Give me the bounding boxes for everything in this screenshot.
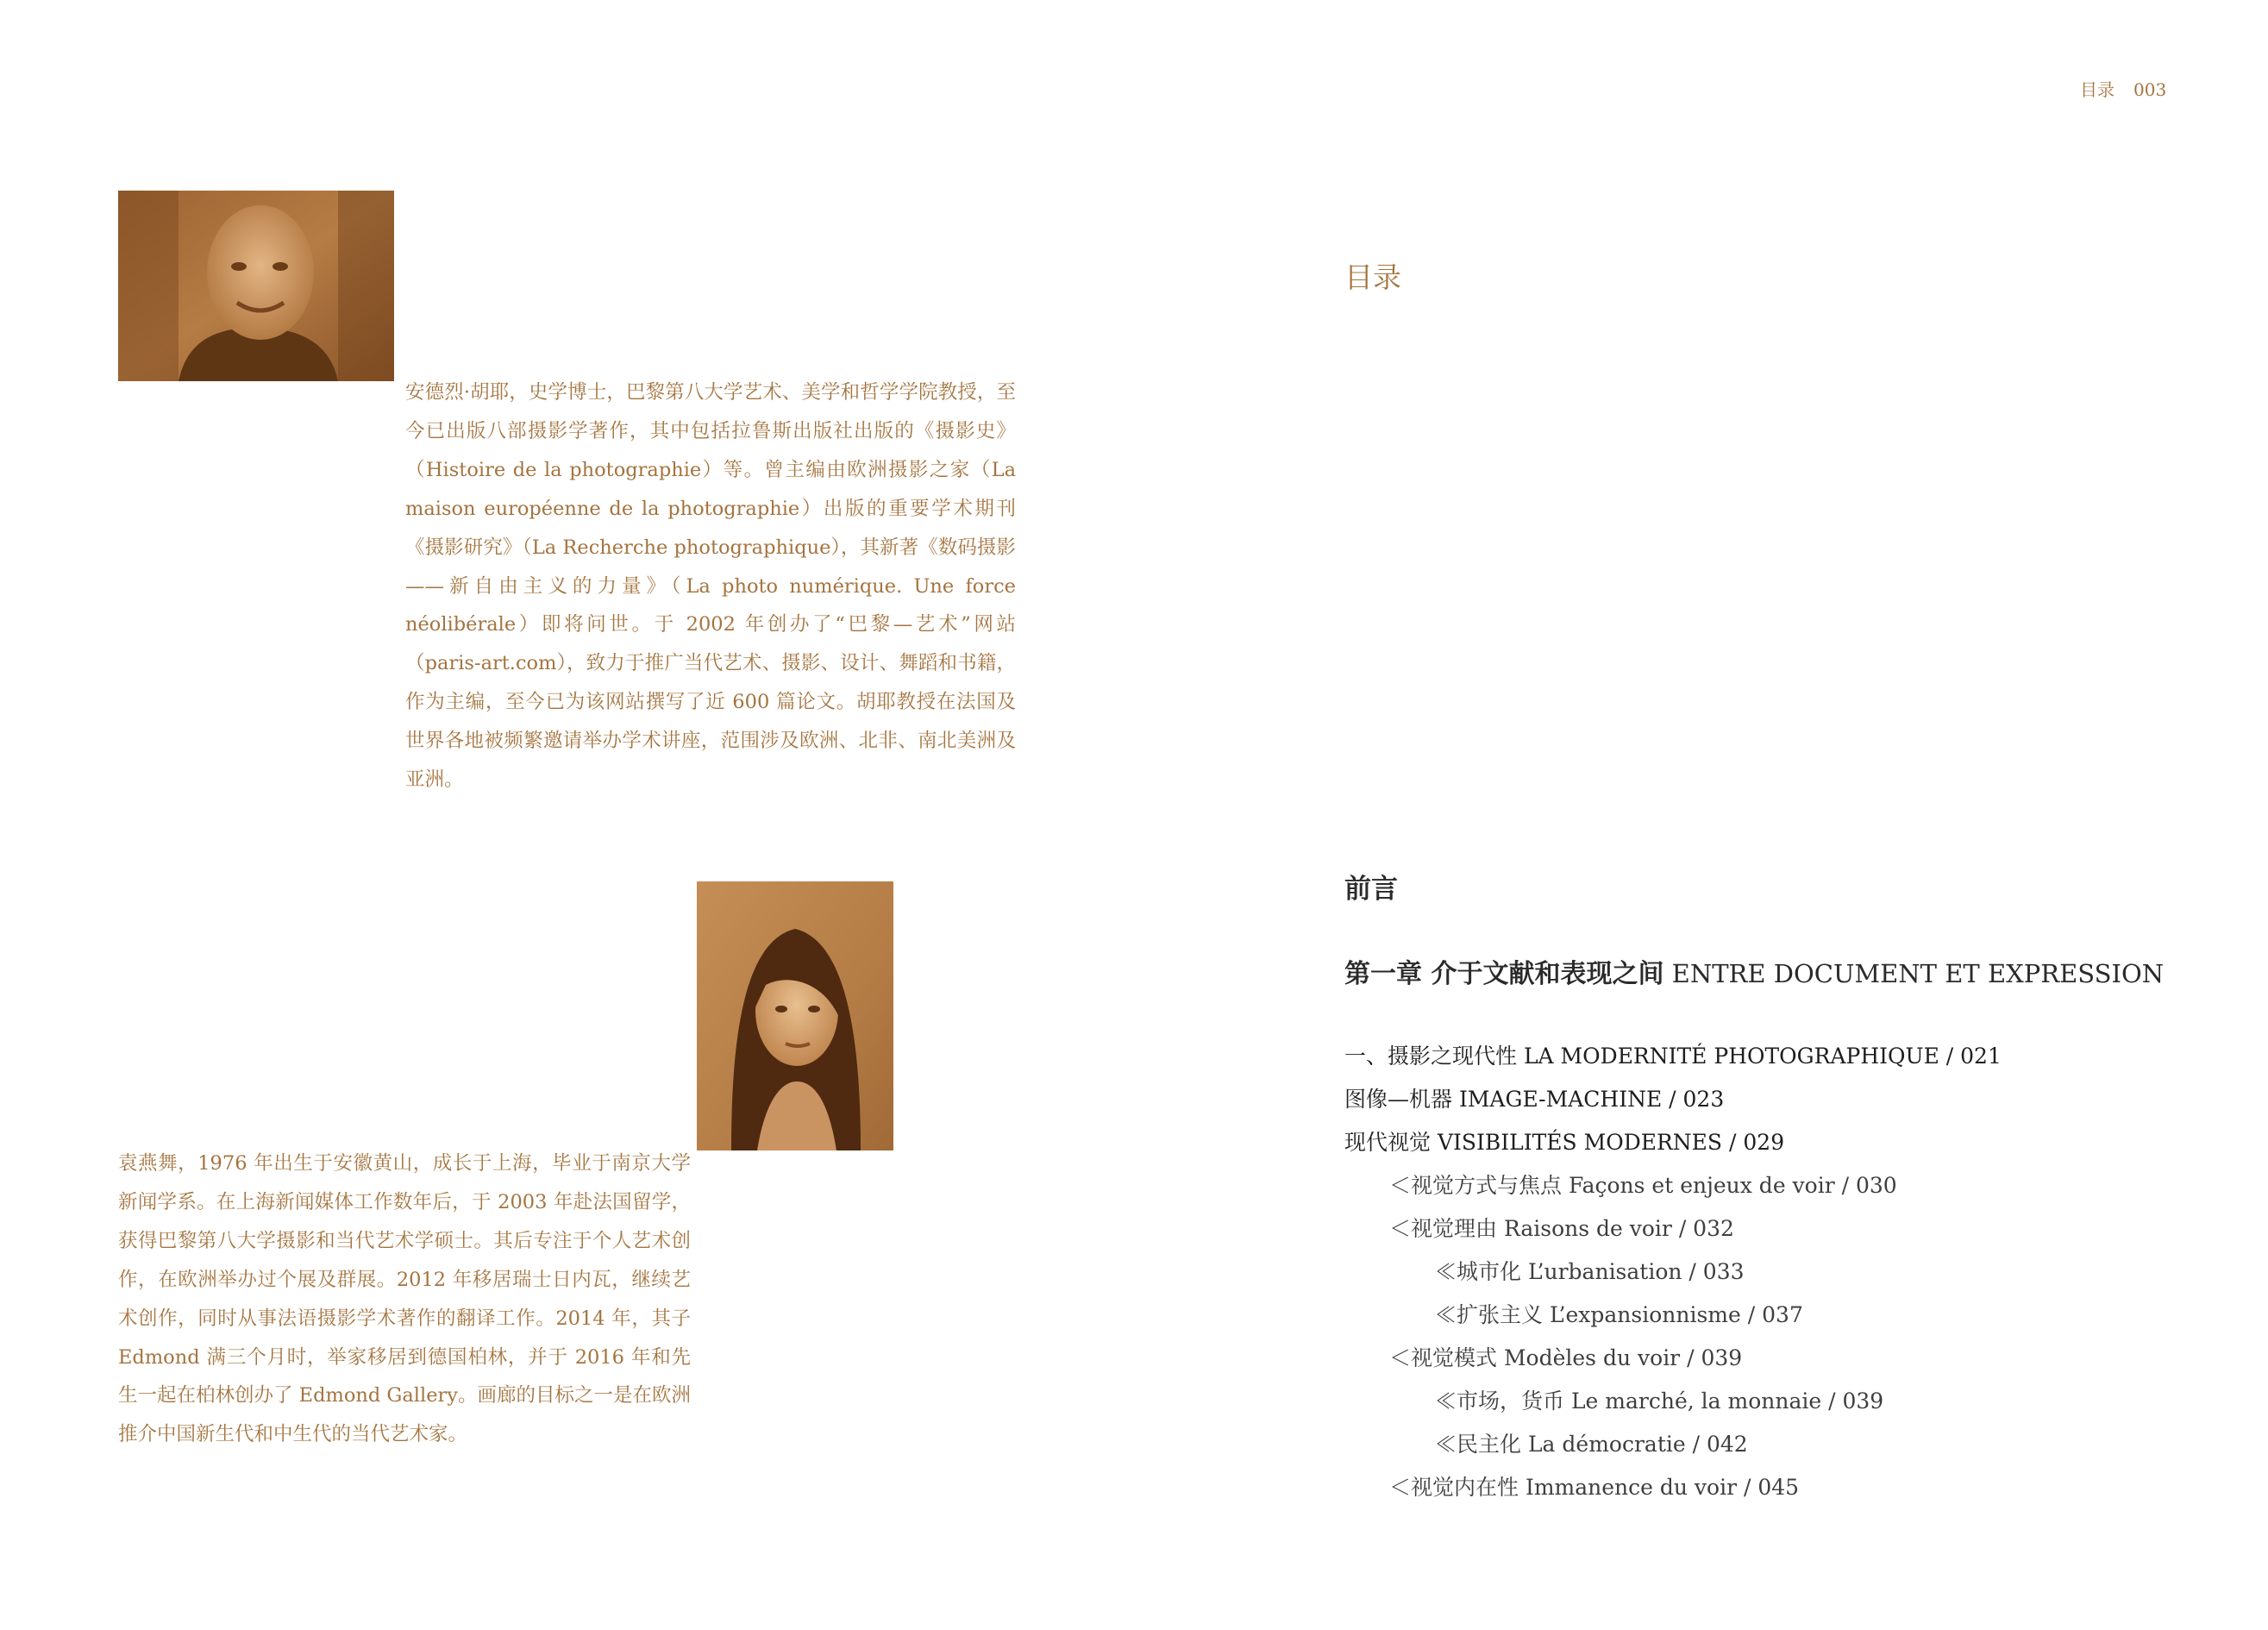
toc-entry: 现代视觉 VISIBILITÉS MODERNES / 029 [1344, 1130, 1785, 1155]
toc-entry: ≪民主化 La démocratie / 042 [1435, 1432, 1748, 1457]
toc-entry: ＜视觉理由 Raisons de voir / 032 [1389, 1216, 1734, 1241]
toc-entry: ≪市场，货币 Le marché, la monnaie / 039 [1435, 1389, 1884, 1414]
page-number: 003 [2133, 79, 2167, 100]
toc-entry: ＜视觉内在性 Immanence du voir / 045 [1389, 1475, 1800, 1500]
toc-chapter-heading [1344, 952, 2164, 990]
toc-entry: ＜视觉模式 Modèles du voir / 039 [1389, 1345, 1743, 1370]
author-2-bio: 袁燕舞，1976 年出生于安徽黄山，成长于上海，毕业于南京大学新闻学系。在上海新闻媒体工作数年后，于 2003 年赴法国留学，获得巴黎第八大学摄影和当代艺术学硕士。其后专注于个人艺术创作，在欧洲举办过个展及群展。2012 年移居瑞士日内瓦，继续艺术创作，同时从事法语摄影学术著作的翻译工作。2014 年，其子 Edmond 满三个月时，举家移居到德国柏林，并于 2016 年和先生一起在柏林创办了 Edmond Gallery。画廊的目标之一是在欧洲推介中国新生代和中生代的当代艺术家。 [118, 1152, 691, 1446]
running-head-section: 目录 [2080, 79, 2115, 100]
portrait-woman-icon [697, 881, 893, 1150]
running-head [2080, 76, 2166, 101]
toc-entry: 一、摄影之现代性 LA MODERNITÉ PHOTOGRAPHIQUE / 021 [1344, 1044, 2002, 1069]
portrait-man-icon [118, 191, 394, 381]
toc-list [1344, 1035, 2002, 1509]
toc-heading: 目录 [1344, 260, 1401, 294]
toc-entry: ＜视觉方式与焦点 Façons et enjeux de voir / 030 [1389, 1173, 1897, 1198]
toc-entry: 图像—机器 IMAGE-MACHINE / 023 [1344, 1087, 1725, 1112]
chapter-title-fr: ENTRE DOCUMENT ET EXPRESSION [1671, 959, 2165, 988]
author-1-bio: 安德烈·胡耶，史学博士，巴黎第八大学艺术、美学和哲学学院教授，至今已出版八部摄影学著作，其中包括拉鲁斯出版社出版的《摄影史》（Histoire de la photographie）等。曾主编由欧洲摄影之家（La maison européenne de la photographie）出版的重要学术期刊《摄影研究》（La Recherche photographique），其新著《数码摄影——新自由主义的力量》（La photo numérique. Une force néolibérale）即将问世。于 2002 年创办了“巴黎—艺术”网站（paris-art.com），致力于推广当代艺术、摄影、设计、舞蹈和书籍，作为主编，至今已为该网站撰写了近 600 篇论文。胡耶教授在法国及世界各地被频繁邀请举办学术讲座，范围涉及欧洲、北非、南北美洲及亚洲。 [405, 381, 1016, 792]
toc-entry: ≪城市化 L’urbanisation / 033 [1435, 1259, 1745, 1284]
chapter-label: 第一章 介于文献和表现之间 [1344, 959, 1664, 989]
author-1-photo [118, 191, 394, 381]
toc-entry: ≪扩张主义 L’expansionnisme / 037 [1435, 1302, 1803, 1327]
author-2-photo [697, 881, 893, 1150]
toc-preface-entry: 前言 [1344, 874, 1398, 905]
